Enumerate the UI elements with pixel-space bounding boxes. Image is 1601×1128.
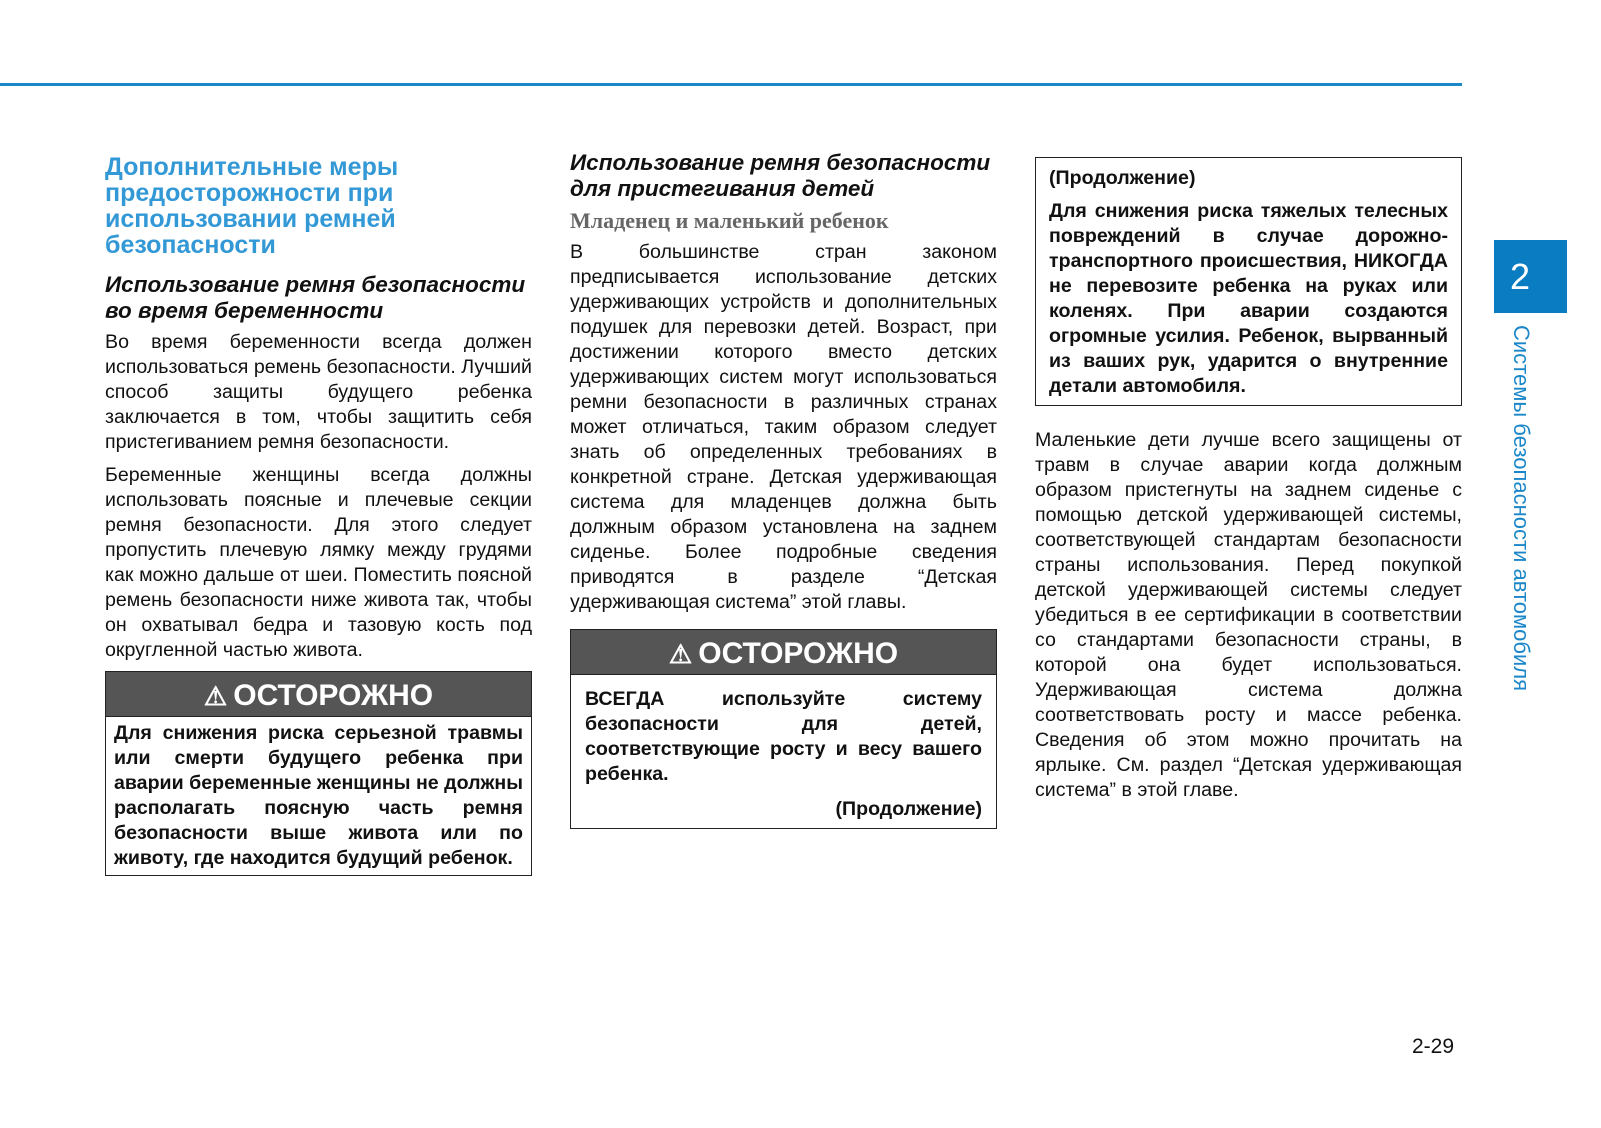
section-heading: Дополнительные меры предосторожности при использовании ремней безопасности xyxy=(105,153,399,259)
continued-label: (Продолжение) xyxy=(835,798,982,820)
warning-triangle-icon: ⚠ xyxy=(203,681,228,711)
chapter-title: Системы безопасности автомобиля xyxy=(1509,325,1534,691)
paragraph: Во время беременности всегда должен использоваться ремень безопасности. Лучший способ защиты будущего ребенка заключается в том, чтобы защитить себя пристегиванием ремня безопасности. xyxy=(105,331,532,453)
warning-text: Для снижения риска тяжелых телесных повреждений в случае дорожно-транспортного происшествия, НИКОГДА не перевозите ребенка на руках или коленях. При аварии создаются огромные усилия. Ребенок, вырванный из ваших рук, ударится о внутренние детали автомобиля. xyxy=(1049,200,1448,397)
paragraph: Маленькие дети лучше всего защищены от травм в случае аварии когда должным образом пристегнуты на заднем сиденье с помощью детской удерживающей системы, соответствующей стандартам безопасности страны использования. Перед покупкой детской удерживающей системы следует убедиться в ее сертификации в соответствии со стандартами безопасности страны, в которой она будет использоваться. Удерживающая система должна соответствовать росту и массе ребенка. Сведения об этом можно прочитать на ярлыке. См. раздел “Детская удерживающая система” в этой главе. xyxy=(1035,429,1462,801)
column-3 xyxy=(1035,150,1462,811)
section-heading: Использование ремня безопасности для пристегивания детей xyxy=(570,150,991,201)
chapter-tab: 2 xyxy=(1494,240,1567,313)
paragraph: В большинстве стран законом предписывается использование детских удерживающих устройств и дополнительных подушек для перевозки детей. Возраст, при достижении которого вместо детских удерживающих систем могут использоваться ремни безопасности в различных странах может отличаться, таким образом следует знать об определенных требованиях в конкретной стране. Детская удерживающая система для младенцев должна быть должным образом установлена на заднем сиденье. Более подробные сведения приводятся в разделе “Детская удерживающая система” этой главы. xyxy=(570,241,997,613)
paragraph: Беременные женщины всегда должны использовать поясные и плечевые секции ремня безопасности. Для этого следует пропустить плечевую лямку между грудями как можно дальше от шеи. Поместить поясной ремень безопасности ниже живота так, чтобы он охватывал бедра и тазовую кость под округленной частью живота. xyxy=(105,464,532,661)
warning-triangle-icon: ⚠ xyxy=(668,639,693,669)
warning-box xyxy=(105,671,532,876)
warning-header xyxy=(106,672,531,717)
page-number: 2-29 xyxy=(1412,1035,1455,1058)
column-1 xyxy=(105,150,532,876)
warning-title: ОСТОРОЖНО xyxy=(698,637,899,670)
warning-box xyxy=(570,629,997,829)
subsection-heading: Использование ремня безопасности во время беременности xyxy=(105,272,526,323)
warning-header xyxy=(571,630,996,675)
subsection-heading: Младенец и маленький ребенок xyxy=(570,208,889,233)
continued-title: (Продолжение) xyxy=(1049,167,1196,189)
column-2 xyxy=(570,150,997,829)
header-rule xyxy=(0,83,1462,86)
warning-title: ОСТОРОЖНО xyxy=(233,679,434,712)
warning-text: Для снижения риска серьезной травмы или смерти будущего ребенка при аварии беременные женщины не должны располагать поясную часть ремня безопасности выше живота или по животу, где находится будущий ребенок. xyxy=(114,722,523,869)
warning-text: ВСЕГДА используйте систему безопасности для детей, соответствующие росту и весу вашего ребенка. xyxy=(585,688,982,785)
warning-continued-box xyxy=(1035,157,1462,406)
